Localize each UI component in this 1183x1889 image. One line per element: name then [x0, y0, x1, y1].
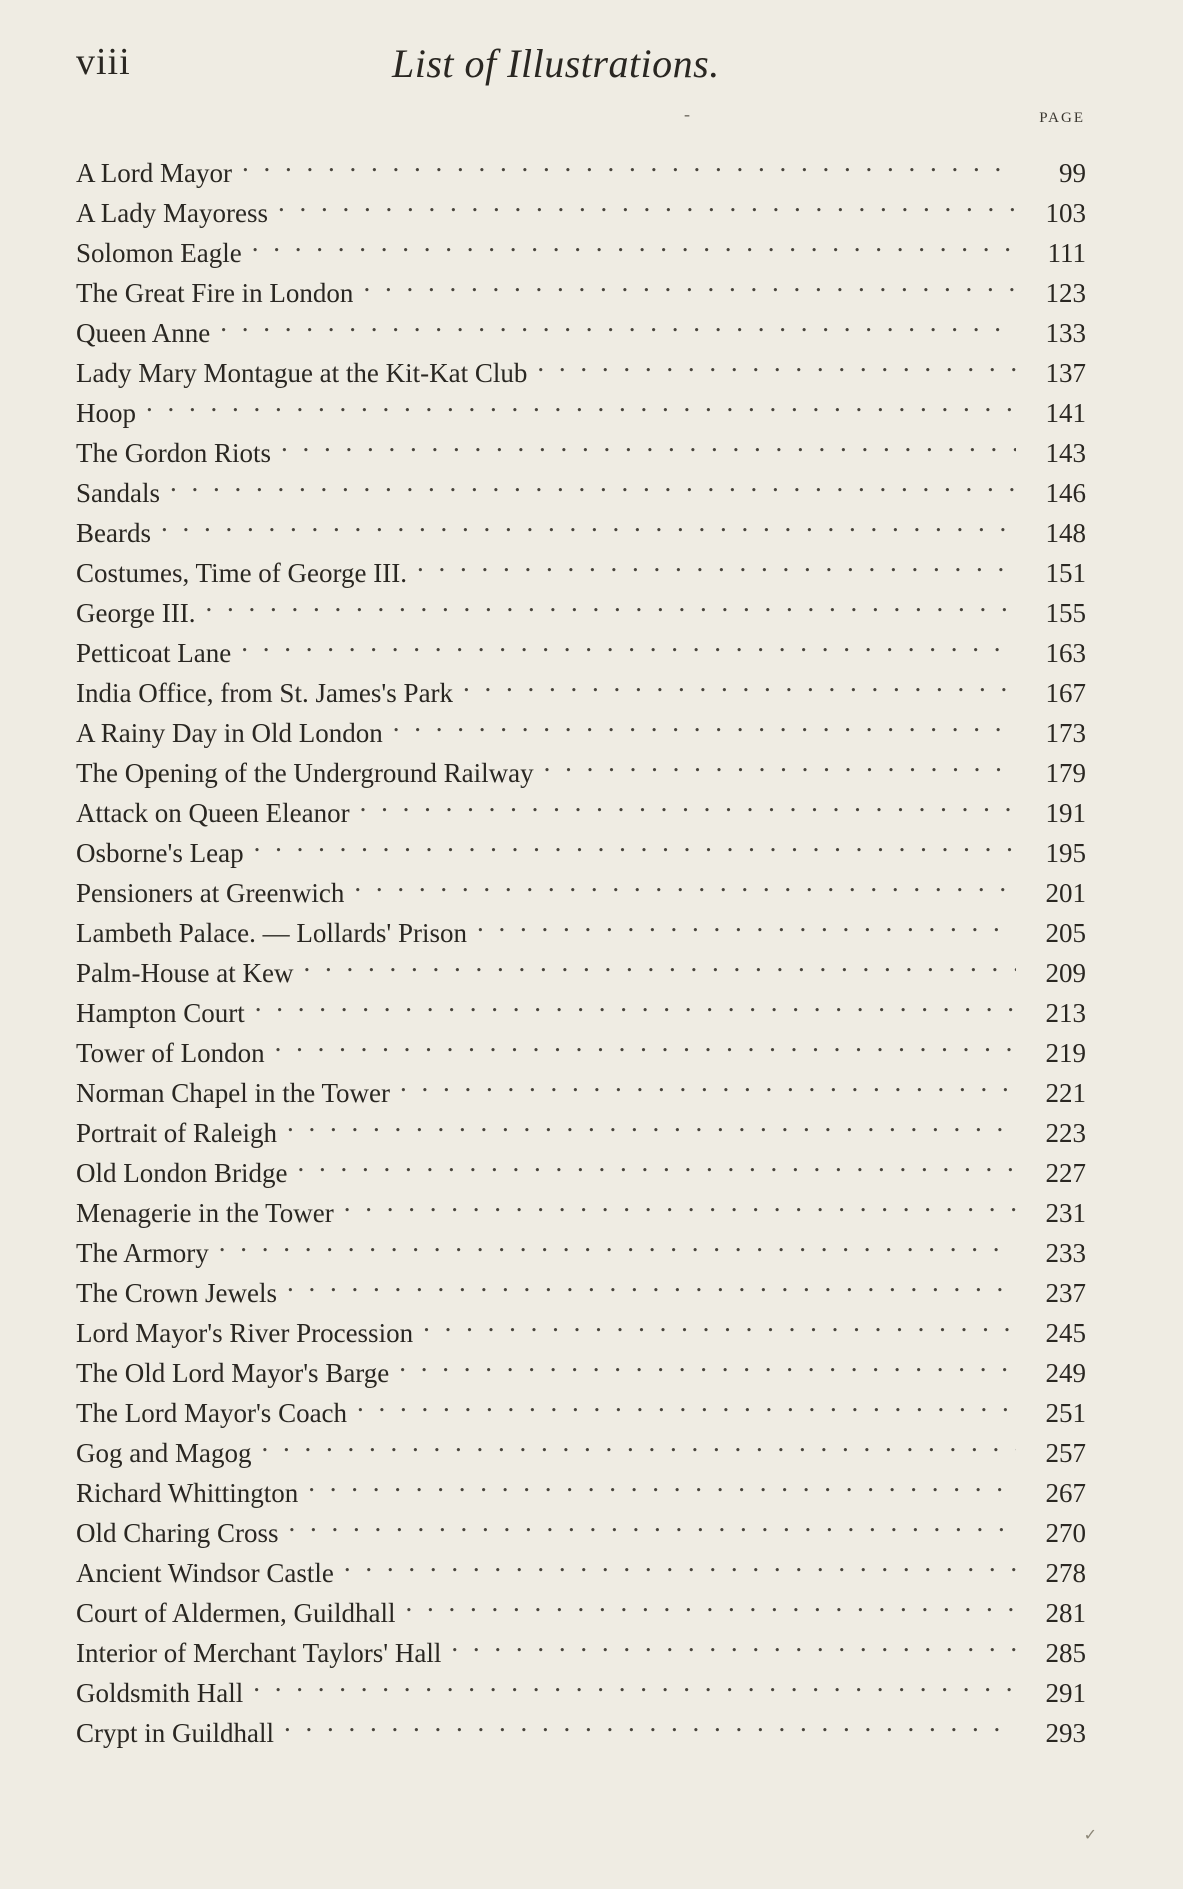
illustration-title: Queen Anne: [76, 318, 211, 348]
dot-leader: [277, 422, 1016, 462]
illustration-page-number: 99: [1016, 153, 1086, 193]
illustration-title: Interior of Merchant Taylors' Hall: [76, 1638, 442, 1668]
illustration-title: Court of Aldermen, Guildhall: [76, 1598, 396, 1628]
illustration-page-number: 123: [1016, 273, 1086, 313]
illustration-title: Gog and Magog: [76, 1438, 252, 1468]
list-item: [76, 1302, 1086, 1348]
dot-leader: [419, 1302, 1016, 1342]
dot-leader: [142, 382, 1016, 422]
running-header: [76, 34, 1083, 94]
illustration-page-number: 291: [1016, 1673, 1086, 1713]
list-item: [76, 302, 1086, 348]
illustration-title: Old Charing Cross: [76, 1518, 279, 1548]
list-item: [76, 262, 1086, 308]
dot-leader: [540, 742, 1016, 782]
dot-leader: [356, 782, 1016, 822]
dot-leader: [283, 1102, 1016, 1142]
illustration-page-number: 155: [1016, 593, 1086, 633]
dot-leader: [533, 342, 1016, 382]
illustration-title: The Great Fire in London: [76, 278, 354, 308]
dot-leader: [473, 902, 1016, 942]
illustration-page-number: 143: [1016, 433, 1086, 473]
illustration-title: Attack on Queen Eleanor: [76, 798, 350, 828]
dot-leader: [447, 1622, 1016, 1662]
illustration-title: Richard Whittington: [76, 1478, 299, 1508]
dot-leader: [271, 1022, 1016, 1062]
dot-leader: [359, 262, 1016, 302]
list-item: [76, 662, 1086, 708]
illustration-title: Petticoat Lane: [76, 638, 232, 668]
list-item: [76, 1142, 1086, 1188]
dot-leader: [250, 822, 1016, 862]
illustration-page-number: 111: [1016, 233, 1086, 273]
illustration-page-number: 227: [1016, 1153, 1086, 1193]
list-item: [76, 902, 1086, 948]
list-item: [76, 1662, 1086, 1708]
illustration-title: Tower of London: [76, 1038, 265, 1068]
illustration-title: Goldsmith Hall: [76, 1678, 244, 1708]
illustration-page-number: 205: [1016, 913, 1086, 953]
dot-leader: [389, 702, 1016, 742]
list-item: [76, 782, 1086, 828]
dot-leader: [257, 1422, 1016, 1462]
illustration-page-number: 281: [1016, 1593, 1086, 1633]
list-item: [76, 702, 1086, 748]
list-item: [76, 462, 1086, 508]
illustration-page-number: 167: [1016, 673, 1086, 713]
illustration-page-number: 146: [1016, 473, 1086, 513]
list-item: [76, 1382, 1086, 1428]
dot-leader: [166, 462, 1016, 502]
illustration-page-number: 141: [1016, 393, 1086, 433]
illustration-page-number: 213: [1016, 993, 1086, 1033]
list-item: [76, 862, 1086, 908]
illustration-page-number: 103: [1016, 193, 1086, 233]
page-column-label: PAGE: [1039, 110, 1085, 126]
illustration-page-number: 179: [1016, 753, 1086, 793]
dot-leader: [353, 1382, 1016, 1422]
illustration-page-number: 233: [1016, 1233, 1086, 1273]
illustration-title: Menagerie in the Tower: [76, 1198, 334, 1228]
dot-leader: [249, 1662, 1016, 1702]
illustration-page-number: 223: [1016, 1113, 1086, 1153]
list-item: [76, 622, 1086, 668]
illustration-title: Hoop: [76, 398, 136, 428]
list-item: [76, 742, 1086, 788]
illustration-page-number: 209: [1016, 953, 1086, 993]
page-number: viii: [76, 41, 131, 83]
dot-leader: [459, 662, 1016, 702]
dot-leader: [248, 222, 1016, 262]
dot-leader: [157, 502, 1016, 542]
illustration-title: George III.: [76, 598, 196, 628]
illustration-page-number: 173: [1016, 713, 1086, 753]
list-item: [76, 1702, 1086, 1748]
list-item: [76, 1262, 1086, 1308]
illustration-page-number: 251: [1016, 1393, 1086, 1433]
list-item: [76, 942, 1086, 988]
running-title: List of Illustrations.: [392, 41, 720, 86]
dot-leader: [283, 1262, 1016, 1302]
illustration-page-number: 163: [1016, 633, 1086, 673]
dot-leader: [396, 1062, 1016, 1102]
illustration-page-number: 137: [1016, 353, 1086, 393]
illustration-title: Sandals: [76, 478, 160, 508]
dot-leader: [201, 582, 1016, 622]
list-item: [76, 1502, 1086, 1548]
list-item: [76, 422, 1086, 468]
illustration-page-number: 237: [1016, 1273, 1086, 1313]
illustration-title: The Crown Jewels: [76, 1278, 277, 1308]
dot-leader: [340, 1542, 1016, 1582]
dot-leader: [237, 622, 1016, 662]
illustration-page-number: 249: [1016, 1353, 1086, 1393]
illustration-page-number: 219: [1016, 1033, 1086, 1073]
list-item: [76, 222, 1086, 268]
dot-leader: [215, 1222, 1016, 1262]
illustration-title: Ancient Windsor Castle: [76, 1558, 334, 1588]
list-item: [76, 982, 1086, 1028]
illustration-title: The Armory: [76, 1238, 209, 1268]
illustration-title: India Office, from St. James's Park: [76, 678, 454, 708]
illustration-title: The Lord Mayor's Coach: [76, 1398, 348, 1428]
stray-mark: ✓: [1083, 1827, 1097, 1844]
illustration-page-number: 257: [1016, 1433, 1086, 1473]
illustration-page-number: 245: [1016, 1313, 1086, 1353]
dot-leader: [216, 302, 1016, 342]
illustration-title: Pensioners at Greenwich: [76, 878, 345, 908]
illustration-page-number: 285: [1016, 1633, 1086, 1673]
illustration-page-number: 293: [1016, 1713, 1086, 1753]
illustration-title: Portrait of Raleigh: [76, 1118, 277, 1148]
list-item: [76, 582, 1086, 628]
illustration-page-number: 270: [1016, 1513, 1086, 1553]
illustration-title: Lord Mayor's River Procession: [76, 1318, 414, 1348]
illustration-title: Solomon Eagle: [76, 238, 242, 268]
list-item: [76, 1342, 1086, 1388]
illustration-title: Costumes, Time of George III.: [76, 558, 407, 588]
illustration-title: Crypt in Guildhall: [76, 1718, 274, 1748]
dot-leader: [285, 1502, 1017, 1542]
list-item: [76, 1422, 1086, 1468]
list-item: [76, 502, 1086, 548]
illustration-title: Old London Bridge: [76, 1158, 288, 1188]
list-item: [76, 1062, 1086, 1108]
list-item: [76, 1542, 1086, 1588]
illustration-title: The Opening of the Underground Railway: [76, 758, 534, 788]
illustration-title: Palm-House at Kew: [76, 958, 294, 988]
illustration-page-number: 267: [1016, 1473, 1086, 1513]
list-item: [76, 1582, 1086, 1628]
dot-leader: [350, 862, 1016, 902]
illustration-page-number: 278: [1016, 1553, 1086, 1593]
dot-leader: [280, 1702, 1016, 1742]
list-item: [76, 1102, 1086, 1148]
illustration-page-number: 221: [1016, 1073, 1086, 1113]
dash-mark: -: [684, 104, 690, 124]
dot-leader: [413, 542, 1016, 582]
illustration-page-number: 151: [1016, 553, 1086, 593]
illustration-title: Beards: [76, 518, 151, 548]
illustration-title: Lady Mary Montague at the Kit-Kat Club: [76, 358, 528, 388]
list-item: [76, 342, 1086, 388]
list-item: [76, 822, 1086, 868]
list-item: [76, 542, 1086, 588]
illustration-page-number: 148: [1016, 513, 1086, 553]
list-item: [76, 1182, 1086, 1228]
illustration-title: A Lady Mayoress: [76, 198, 268, 228]
illustration-page-number: 201: [1016, 873, 1086, 913]
illustration-list: [76, 142, 1086, 1748]
illustration-title: The Old Lord Mayor's Barge: [76, 1358, 390, 1388]
illustration-page-number: 191: [1016, 793, 1086, 833]
dot-leader: [251, 982, 1016, 1022]
list-item: [76, 382, 1086, 428]
list-item: [76, 1022, 1086, 1068]
illustration-page-number: 231: [1016, 1193, 1086, 1233]
dot-leader: [274, 182, 1016, 222]
illustration-title: Lambeth Palace. — Lollards' Prison: [76, 918, 468, 948]
illustration-page-number: 133: [1016, 313, 1086, 353]
illustration-title: A Rainy Day in Old London: [76, 718, 383, 748]
dot-leader: [304, 1462, 1016, 1502]
dot-leader: [340, 1182, 1016, 1222]
list-item: [76, 142, 1086, 188]
dot-leader: [395, 1342, 1016, 1382]
dot-leader: [238, 142, 1016, 182]
list-item: [76, 182, 1086, 228]
dot-leader: [293, 1142, 1016, 1182]
illustration-title: The Gordon Riots: [76, 438, 271, 468]
list-item: [76, 1622, 1086, 1668]
dot-leader: [401, 1582, 1016, 1622]
list-item: [76, 1462, 1086, 1508]
illustration-title: Norman Chapel in the Tower: [76, 1078, 391, 1108]
illustration-page-number: 195: [1016, 833, 1086, 873]
illustration-title: Hampton Court: [76, 998, 245, 1028]
list-item: [76, 1222, 1086, 1268]
illustration-title: A Lord Mayor: [76, 158, 232, 188]
dot-leader: [299, 942, 1016, 982]
illustration-title: Osborne's Leap: [76, 838, 244, 868]
